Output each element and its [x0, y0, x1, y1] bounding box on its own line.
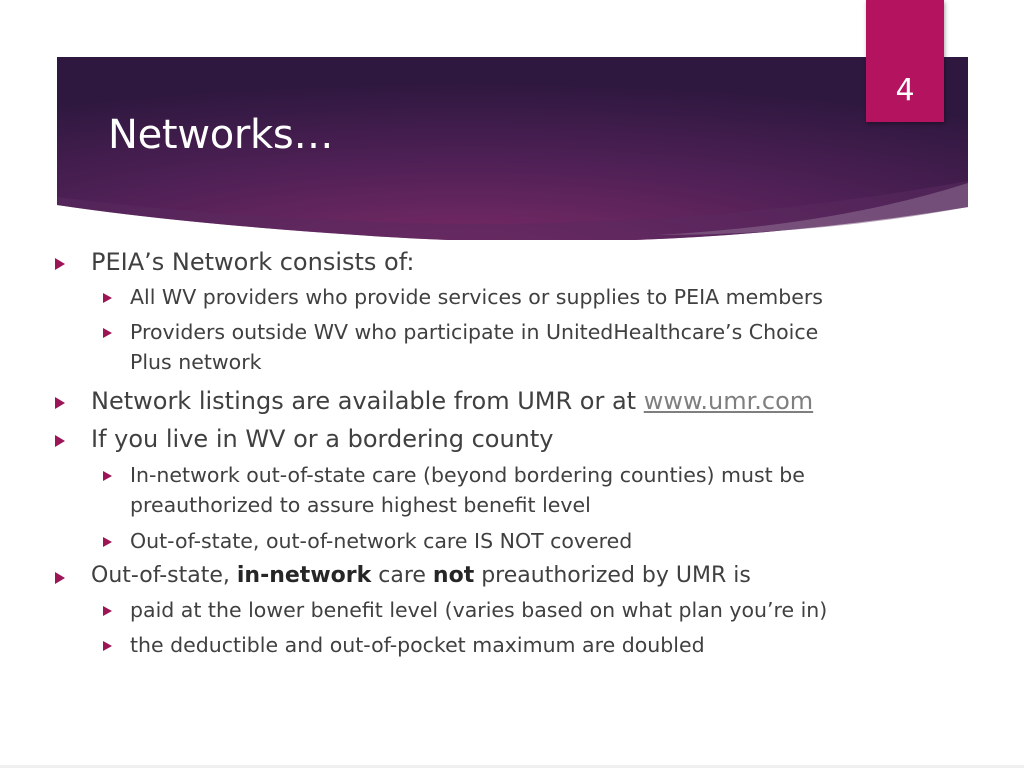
slide-title: Networks…	[108, 112, 334, 158]
bullet-arrow-icon	[55, 258, 65, 270]
sub-bullet-outside-providers-line1: Providers outside WV who participate in UnitedHealthcare’s Choice	[130, 320, 819, 344]
sub-bullet-in-network-line2: preauthorized to assure highest benefit level	[130, 493, 591, 517]
bullet-network-listings	[91, 387, 813, 415]
out-of-state-text-part3: preauthorized by UMR is	[474, 563, 751, 588]
sub-bullet-arrow-icon	[103, 606, 112, 616]
sub-bullet-in-network-line1: In-network out-of-state care (beyond bordering counties) must be	[130, 463, 805, 487]
sub-bullet-arrow-icon	[103, 293, 112, 303]
sub-bullet-outside-providers-line2: Plus network	[130, 350, 262, 374]
sub-bullet-arrow-icon	[103, 328, 112, 338]
umr-website-link[interactable]: www.umr.com	[643, 387, 814, 415]
bullet-out-of-state-in-network	[91, 563, 751, 588]
bullet-wv-bordering-county: If you live in WV or a bordering county	[91, 425, 554, 453]
sub-bullet-arrow-icon	[103, 537, 112, 547]
out-of-state-text-part2: care	[371, 563, 433, 588]
in-network-bold-text: in-network	[236, 563, 372, 588]
sub-bullet-not-covered: Out-of-state, out-of-network care IS NOT covered	[130, 529, 633, 553]
bullet-arrow-icon	[55, 435, 65, 447]
sub-bullet-arrow-icon	[103, 641, 112, 651]
sub-bullet-deductible-doubled: the deductible and out-of-pocket maximum are doubled	[130, 633, 705, 657]
sub-bullet-arrow-icon	[103, 471, 112, 481]
network-listings-text: Network listings are available from UMR or at	[91, 387, 644, 415]
not-bold-text: not	[432, 563, 475, 588]
page-number: 4	[895, 73, 915, 108]
bullet-arrow-icon	[55, 397, 65, 409]
sub-bullet-wv-providers: All WV providers who provide services or supplies to PEIA members	[130, 285, 823, 309]
out-of-state-text-part1: Out-of-state,	[91, 563, 237, 588]
bullet-arrow-icon	[55, 572, 65, 584]
bullet-peia-network: PEIA’s Network consists of:	[91, 248, 415, 276]
sub-bullet-lower-benefit: paid at the lower benefit level (varies based on what plan you’re in)	[130, 598, 828, 622]
